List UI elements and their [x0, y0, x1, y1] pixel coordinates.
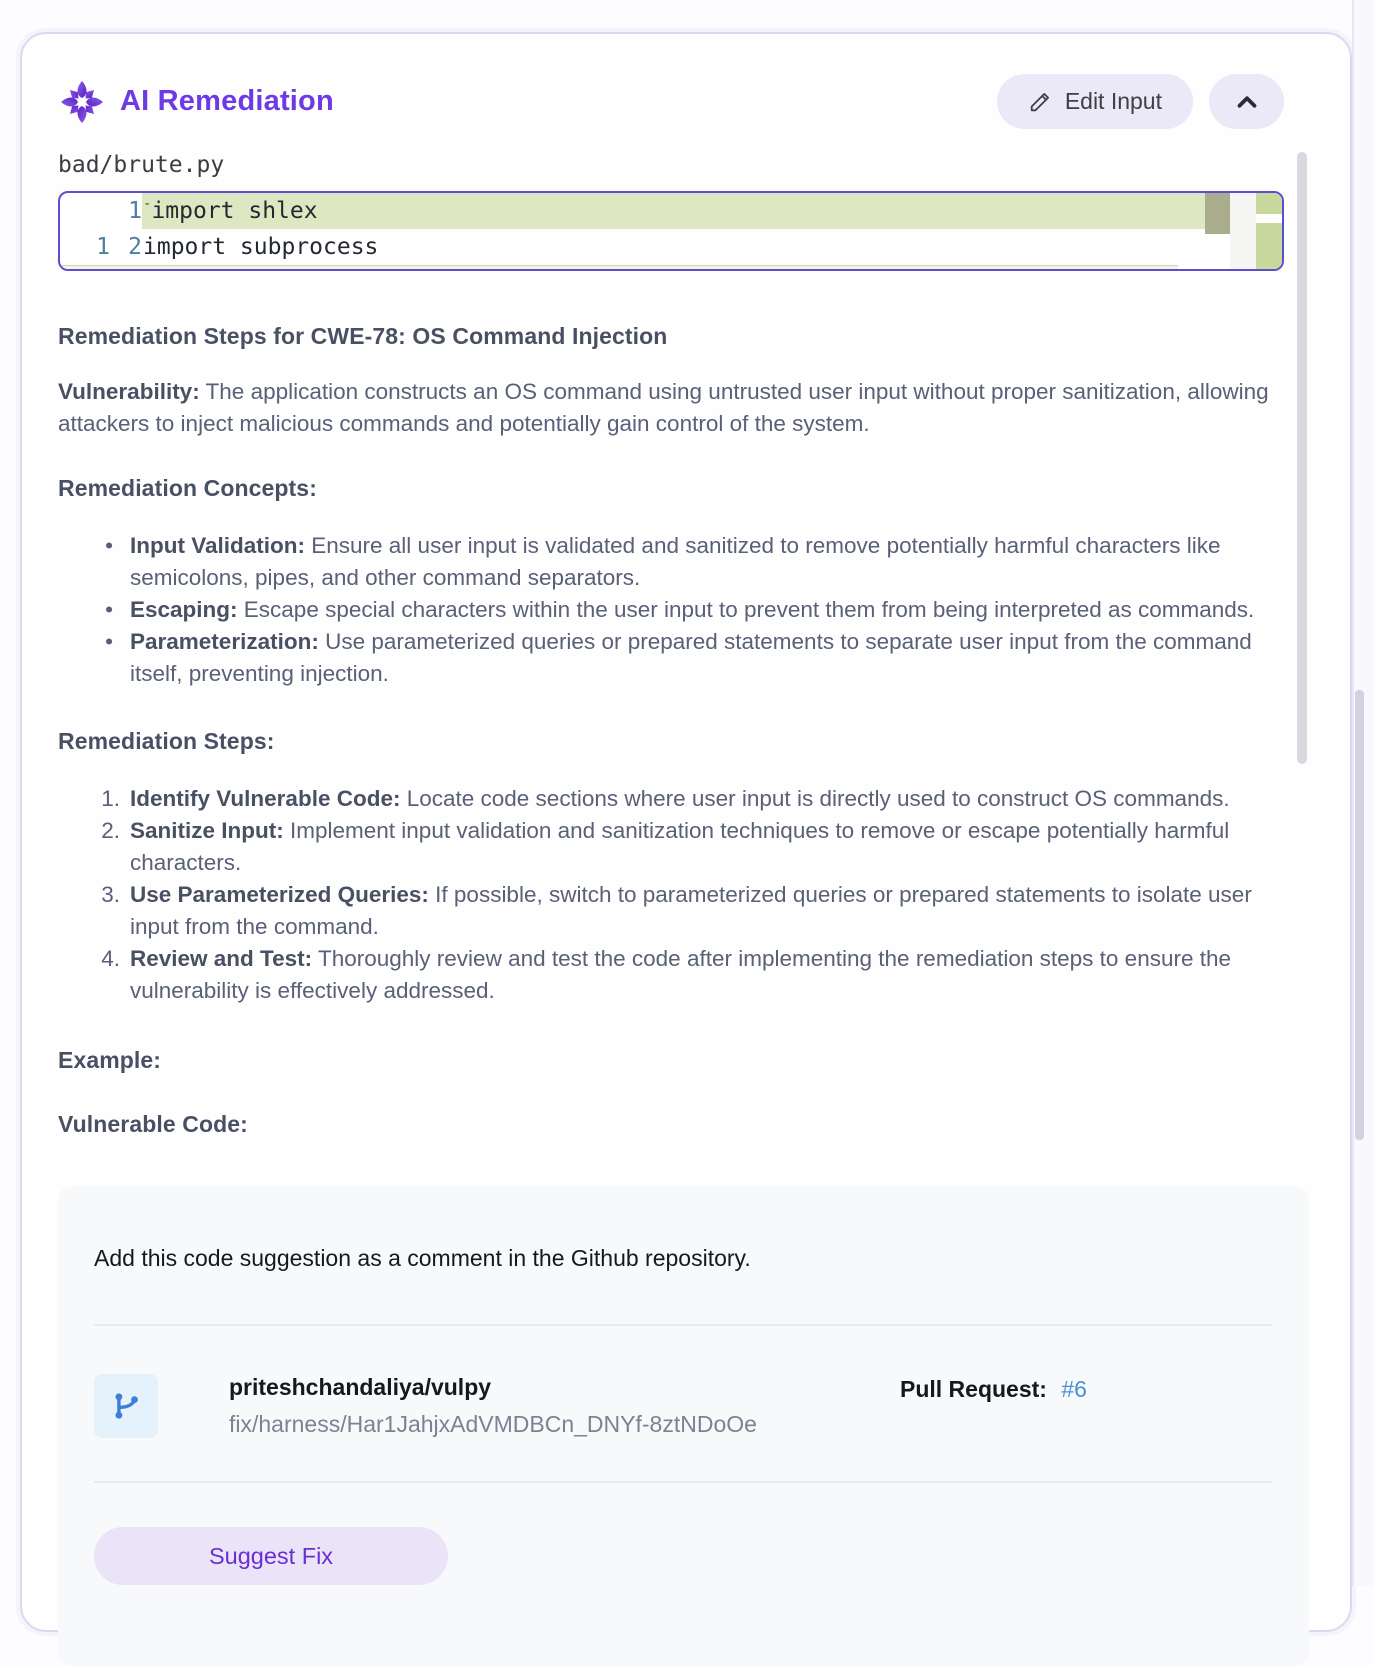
panel-header — [58, 74, 1284, 129]
diff-line-context — [60, 229, 1230, 265]
vulnerability-paragraph: Vulnerability: The application constructs an OS command using untrusted user input without proper sanitization, allowing attackers to inject malicious commands and potentially gain control of the system. — [58, 379, 1269, 436]
suggestion-description: Add this code suggestion as a comment in the Github repository. — [94, 1245, 751, 1271]
code-text: import subprocess — [143, 234, 379, 260]
steps-list — [58, 783, 1284, 1007]
diff-scrollbar-thumb[interactable] — [1205, 193, 1230, 234]
next-line-sliver — [60, 265, 1178, 269]
page-title: AI Remediation — [120, 85, 334, 117]
chevron-up-icon — [1232, 87, 1262, 117]
old-line-number: 1 — [96, 234, 110, 260]
list-item: 2. Sanitize Input: Implement input validation and sanitization techniques to remove or escape potentially harmful characters. — [101, 818, 1230, 875]
steps-heading: Remediation Steps: — [58, 728, 275, 754]
branch-name: fix/harness/Har1JahjxAdVMDBCn_DNYf-8ztNDoOe — [229, 1411, 757, 1437]
pull-request-label: Pull Request: — [900, 1376, 1047, 1402]
old-line-number — [60, 193, 110, 229]
repo-icon-tile — [94, 1374, 158, 1438]
new-line-number: 1 — [128, 198, 142, 224]
list-item: • Escaping: Escape special characters within the user input to prevent them from being interpreted as commands. — [105, 597, 1255, 622]
diff-marker: - — [143, 196, 152, 212]
code-diff-block — [58, 191, 1284, 271]
new-line-number: 2 — [128, 234, 142, 260]
remediation-title: Remediation Steps for CWE-78: OS Command Injection — [58, 323, 668, 349]
ai-remediation-panel — [20, 32, 1352, 1632]
repository-row — [94, 1374, 1272, 1438]
ai-flower-logo-icon — [58, 78, 106, 126]
pencil-icon — [1028, 90, 1052, 114]
remediation-text — [58, 323, 1284, 1138]
page-scrollbar-thumb[interactable] — [1355, 690, 1364, 1140]
example-heading: Example: — [58, 1047, 162, 1073]
edit-input-button[interactable]: Edit Input — [997, 74, 1193, 129]
list-item: 3. Use Parameterized Queries: If possible, switch to parameterized queries or prepared statements to isolate user input from the command. — [101, 882, 1252, 939]
panel-scrollbar-thumb[interactable] — [1297, 152, 1307, 764]
divider — [94, 1324, 1272, 1326]
file-path: bad/brute.py — [58, 152, 225, 178]
diff-scrollbar-track — [1230, 193, 1256, 269]
list-item: 4. Review and Test: Thoroughly review and test the code after implementing the remediation steps to ensure the vulnerability is effectively addressed. — [101, 946, 1232, 1003]
divider — [94, 1481, 1272, 1483]
suggest-fix-button[interactable]: Suggest Fix — [94, 1527, 448, 1585]
repo-meta — [229, 1374, 900, 1438]
list-item: 1. Identify Vulnerable Code: Locate code sections where user input is directly used to construct OS commands. — [101, 786, 1230, 811]
git-branch-icon — [109, 1389, 143, 1423]
concepts-heading: Remediation Concepts: — [58, 475, 317, 501]
diff-minimap — [1256, 193, 1282, 269]
vulnerable-code-heading: Vulnerable Code: — [58, 1111, 248, 1137]
code-text: import shlex — [151, 198, 318, 224]
list-item: • Input Validation: Ensure all user input is validated and sanitized to remove potentially harmful characters like semicolons, pipes, and other command separators. — [105, 533, 1221, 590]
pull-request-link[interactable]: #6 — [1061, 1376, 1087, 1402]
pull-request-block — [900, 1374, 1272, 1403]
minimap-segment — [1256, 223, 1282, 269]
collapse-button[interactable] — [1209, 74, 1284, 129]
concepts-list — [58, 530, 1284, 690]
diff-line-added — [60, 193, 1230, 229]
list-item: • Parameterization: Use parameterized queries or prepared statements to separate user input from the command itself, preventing injection. — [105, 629, 1252, 686]
github-suggestion-card — [58, 1186, 1309, 1666]
minimap-segment — [1256, 193, 1282, 214]
repo-name: priteshchandaliya/vulpy — [229, 1374, 492, 1400]
